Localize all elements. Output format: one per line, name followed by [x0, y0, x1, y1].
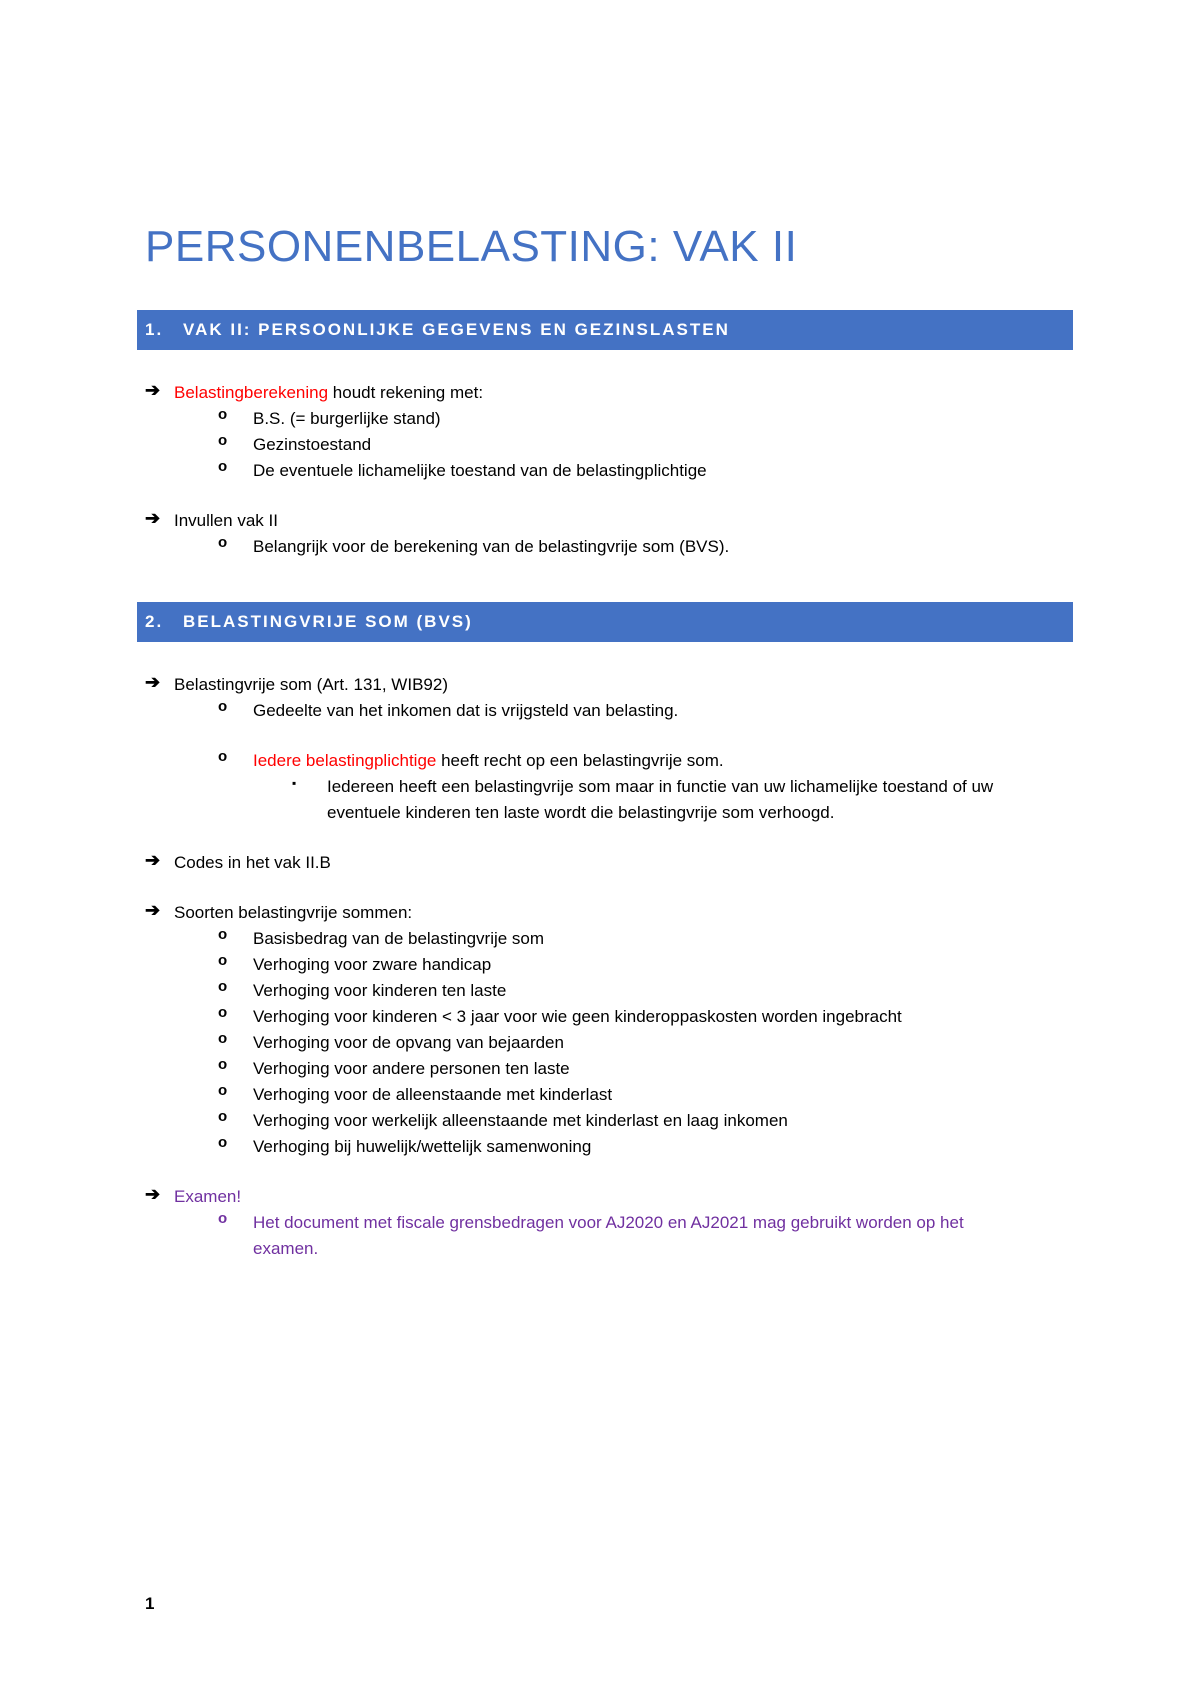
- paragraph: Belastingvrije som (Art. 131, WIB92): [174, 675, 448, 694]
- section-number: 1.: [145, 320, 164, 339]
- list-item: Verhoging voor kinderen < 3 jaar voor wie geen kinderoppaskosten worden ingebracht: [253, 1007, 902, 1026]
- bullet-o-icon: o: [218, 1134, 228, 1151]
- list-item: Verhoging voor werkelijk alleenstaande met kinderlast en laag inkomen: [253, 1111, 788, 1130]
- bullet-o-icon: o: [218, 534, 228, 551]
- arrow-icon: ➔: [145, 850, 161, 870]
- list-item: Basisbedrag van de belastingvrije som: [253, 929, 545, 948]
- page-title: PERSONENBELASTING: VAK II: [145, 222, 798, 271]
- arrow-icon: ➔: [145, 900, 161, 920]
- list-item: Gedeelte van het inkomen dat is vrijgsteld van belasting.: [253, 701, 679, 720]
- list-item: Belangrijk voor de berekening van de belastingvrije som (BVS).: [253, 537, 730, 556]
- bullet-o-icon: o: [218, 978, 228, 995]
- section-number: 2.: [145, 612, 164, 631]
- bullet-o-icon: o: [218, 458, 228, 475]
- bullet-o-icon: o: [218, 952, 228, 969]
- bullet-o-icon: o: [218, 1108, 228, 1125]
- section-title: VAK II: PERSOONLIJKE GEGEVENS EN GEZINSLASTEN: [183, 320, 730, 339]
- bullet-o-icon: o: [218, 698, 228, 715]
- list-item: Verhoging voor kinderen ten laste: [253, 981, 507, 1000]
- arrow-icon: ➔: [145, 1184, 161, 1204]
- paragraph: Soorten belastingvrije sommen:: [174, 903, 413, 922]
- list-item-exam-line: Het document met fiscale grensbedragen voor AJ2020 en AJ2021 mag gebruikt worden op het: [253, 1213, 964, 1232]
- paragraph: Belastingberekening houdt rekening met:: [174, 383, 484, 402]
- bullet-o-icon: o: [218, 1030, 228, 1047]
- paragraph: Codes in het vak II.B: [174, 853, 331, 872]
- list-item: Iedere belastingplichtige heeft recht op een belastingvrije som.: [253, 751, 724, 770]
- list-item: Verhoging bij huwelijk/wettelijk samenwoning: [253, 1137, 592, 1156]
- list-item: De eventuele lichamelijke toestand van de belastingplichtige: [253, 461, 707, 480]
- section-header-2: [137, 602, 1073, 642]
- bullet-square-icon: ▪: [292, 776, 297, 790]
- bullet-o-icon: o: [218, 1210, 228, 1227]
- arrow-icon: ➔: [145, 672, 161, 692]
- sub-list-item-line: Iedereen heeft een belastingvrije som maar in functie van uw lichamelijke toestand of uw: [327, 777, 994, 796]
- list-item: Verhoging voor zware handicap: [253, 955, 492, 974]
- arrow-icon: ➔: [145, 508, 161, 528]
- page-number: 1: [145, 1594, 155, 1613]
- list-item: B.S. (= burgerlijke stand): [253, 409, 441, 428]
- section-title: BELASTINGVRIJE SOM (BVS): [183, 612, 473, 631]
- list-item-exam-line: examen.: [253, 1239, 319, 1258]
- list-item: Gezinstoestand: [253, 435, 372, 454]
- bullet-o-icon: o: [218, 926, 228, 943]
- bullet-o-icon: o: [218, 1056, 228, 1073]
- paragraph: Invullen vak II: [174, 511, 278, 530]
- section-header-1: [137, 310, 1073, 350]
- arrow-icon: ➔: [145, 380, 161, 400]
- list-item: Verhoging voor andere personen ten laste: [253, 1059, 570, 1078]
- bullet-o-icon: o: [218, 432, 228, 449]
- sub-list-item-line: eventuele kinderen ten laste wordt die belastingvrije som verhoogd.: [327, 803, 835, 822]
- bullet-o-icon: o: [218, 748, 228, 765]
- list-item: Verhoging voor de alleenstaande met kinderlast: [253, 1085, 613, 1104]
- bullet-o-icon: o: [218, 1082, 228, 1099]
- bullet-o-icon: o: [218, 1004, 228, 1021]
- paragraph-exam: Examen!: [174, 1187, 242, 1206]
- bullet-o-icon: o: [218, 406, 228, 423]
- list-item: Verhoging voor de opvang van bejaarden: [253, 1033, 564, 1052]
